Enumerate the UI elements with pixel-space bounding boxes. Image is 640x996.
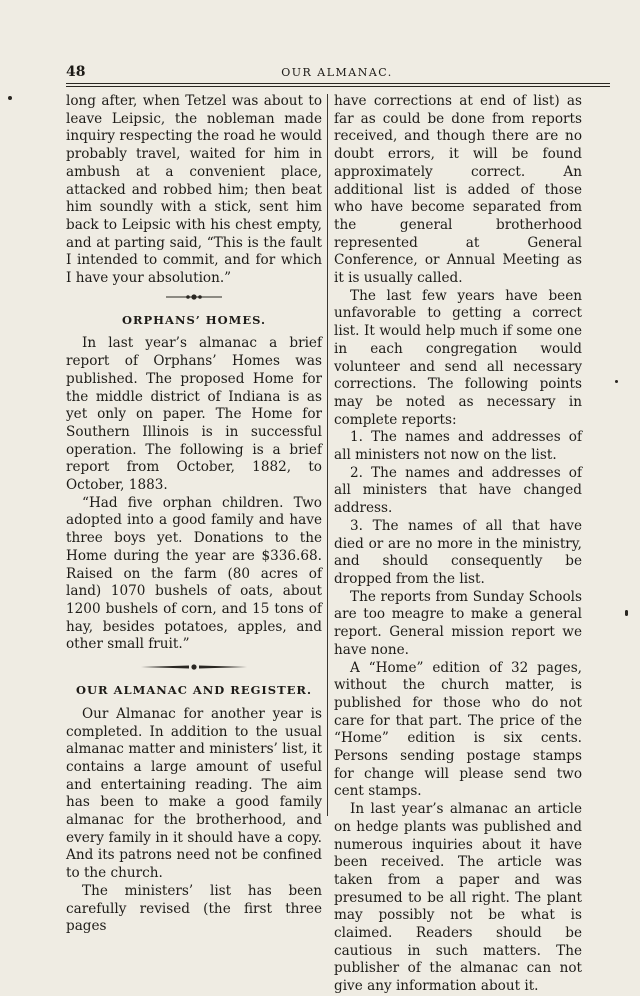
header-rule-thin: [66, 86, 610, 87]
paragraph-home-edition: A “Home” edition of 32 pages, without the church matter, is published for those who do not care for that part. The price of the “Home” edition is six cents. Persons sending postage stamps for change will please send two cent stamps.: [334, 659, 582, 800]
page-number: 48: [66, 64, 86, 80]
list-item-3: 3. The names of all that have died or are no more in the ministry, and should consequently be dropped from the list.: [334, 517, 582, 587]
column-divider: [327, 94, 328, 816]
ink-spot: [8, 96, 12, 100]
paragraph-orphans-2: “Had five orphan children. Two adopted into a good family and have three boys yet. Donations to the Home during the year are $336.68. Raised on the farm (80 acres of land) 1070 bushels of oats, about 1200 bushels of corn, and 15 tons of hay, besides potatoes, apples, and other small fruit.”: [66, 494, 322, 653]
paragraph-tetzel: long after, when Tetzel was about to leave Leipsic, the nobleman made inquiry respecting the road he would probably travel, waited for him in ambush at a convenient place, attacked and robbed him; then beat him soundly with a stick, sent him back to Leipsic with his chest empty, and at parting said, “This is the fault I intended to commit, and for which I have your absolution.”: [66, 93, 323, 287]
ink-spot: [625, 610, 628, 616]
paragraph-corrections: have corrections at end of list) as far as could be done from reports received, and though there are no doubt errors, it will be found approximately correct. An additional list is added of those who have become separated from the general brotherhood represented at General Conference, or Annual Meeting as it is usually called.: [334, 93, 582, 287]
ornament-icon: [139, 662, 249, 672]
running-head: OUR ALMANAC.: [281, 66, 393, 79]
ornament-divider: [66, 290, 322, 302]
paragraph-sunday-schools: The reports from Sunday Schools are too meagre to make a general report. General mission report we have none.: [334, 588, 582, 658]
ornament-divider: [66, 660, 322, 672]
right-column: [334, 93, 582, 996]
list-item-2: 2. The names and addresses of all ministers that have changed address.: [334, 464, 582, 517]
left-column: [66, 93, 322, 936]
heading-orphans-homes: ORPHANS’ HOMES.: [121, 312, 267, 327]
heading-almanac-register: OUR ALMANAC AND REGISTER.: [76, 683, 312, 698]
paragraph-correct-list: The last few years have been unfavorable to getting a correct list. It would help much if some one in each congregation would volunteer and send all necessary corrections. The following points may be noted as necessary in complete reports:: [334, 287, 582, 428]
header-rule: [66, 83, 610, 84]
paragraph-hedge-plants: In last year’s almanac an article on hedge plants was published and numerous inquiries about it have been received. The article was taken from a paper and was presumed to be all right. The plant may possibly not be what is claimed. Readers should be cautious in such matters. The publisher of the almanac can not give any information about it.: [334, 801, 582, 995]
ornament-icon: [164, 292, 224, 302]
paragraph-almanac-2: The ministers’ list has been carefully revised (the first three pages: [66, 882, 322, 935]
paragraph-almanac-1: Our Almanac for another year is completed. In addition to the usual almanac matter and ministers’ list, it contains a large amount of useful and entertaining reading. The aim has been to make a good family almanac for the brotherhood, and every family in it should have a copy. And its patrons need not be confined to the church.: [66, 705, 322, 882]
list-item-1: 1. The names and addresses of all ministers not now on the list.: [334, 429, 582, 464]
page-header: [66, 62, 608, 82]
paragraph-orphans-1: In last year’s almanac a brief report of Orphans’ Homes was published. The proposed Home for the middle district of Indiana is as yet only on paper. The Home for Southern Illinois is in successful operation. The following is a brief report from October, 1882, to October, 1883.: [66, 335, 322, 494]
ink-spot: [615, 380, 618, 383]
